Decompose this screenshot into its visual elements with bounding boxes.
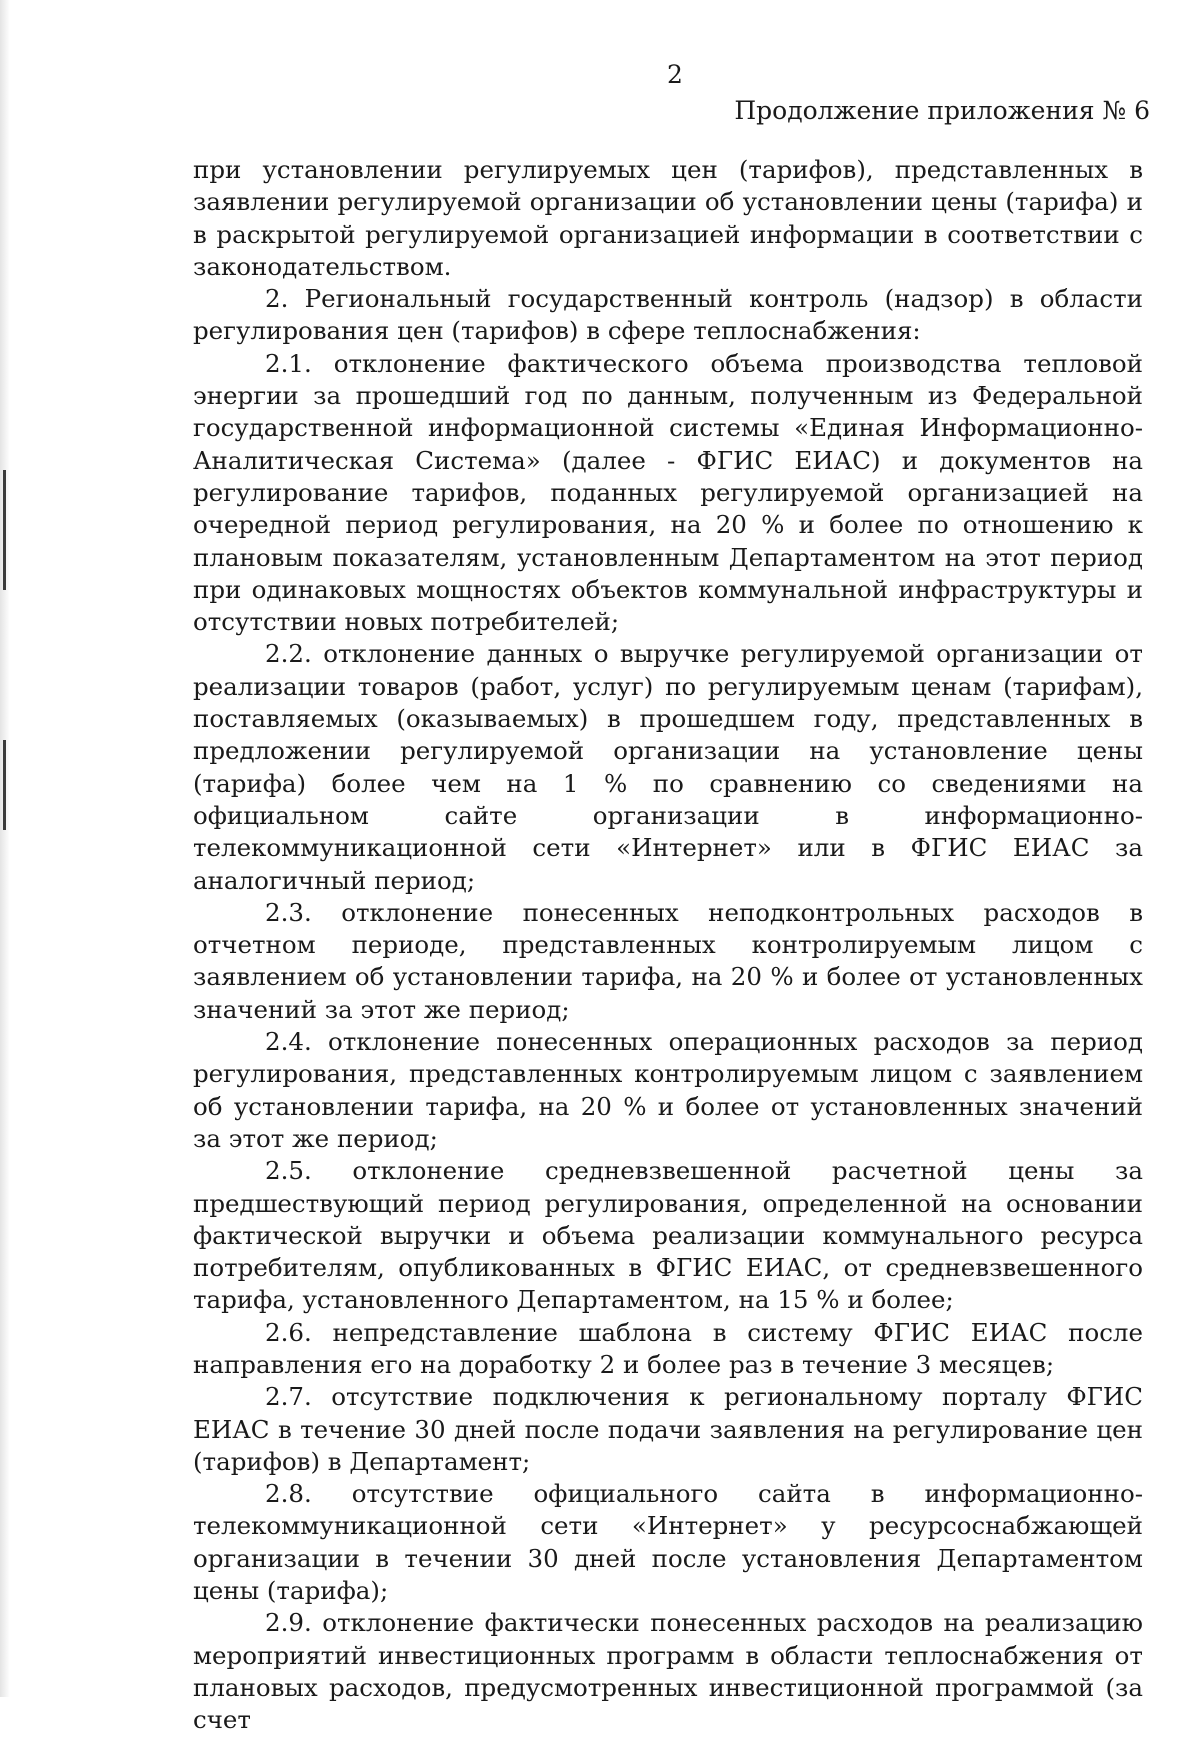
paragraph: 2.5. отклонение средневзвешенной расчетной цены за предшествующий период регулирования, определенной на основании фактической выручки и объема реализации коммунального ресурса потребителям, опубликованных в ФГИС ЕИАС, от средневзвешенного тарифа, установленного Департаментом, на 15 % и более; <box>193 1156 1143 1315</box>
paragraph: 2.1. отклонение фактического объема производства тепловой энергии за прошедший год по данным, полученным из Федеральной государственной информационной системы «Единая Информационно-Аналитическая Система» (далее - ФГИС ЕИАС) и документов на регулирование тарифов, поданных регулируемой организацией на очередной период регулирования, на 20 % и более по отношению к плановым показателям, установленным Департаментом на этот период при одинаковых мощностях объектов коммунальной инфраструктуры и отсутствии новых потребителей; <box>193 348 1143 637</box>
paragraph: 2.7. отсутствие подключения к региональному порталу ФГИС ЕИАС в течение 30 дней после подачи заявления на регулирование цен (тарифов) в Департамент; <box>193 1382 1143 1476</box>
paragraph: 2.4. отклонение понесенных операционных расходов за период регулирования, представленных контролируемым лицом с заявлением об установлении тарифа, на 20 % и более от установленных значений за этот же период; <box>193 1027 1143 1153</box>
page-number: 2 <box>667 60 683 89</box>
document-body <box>193 154 1143 1737</box>
paragraph: 2.2. отклонение данных о выручке регулируемой организации от реализации товаров (работ, услуг) по регулируемым ценам (тарифам), поставляемых (оказываемых) в прошедшем году, представленных в предложении регулируемой организации на установление цены (тарифа) более чем на 1 % по сравнению со сведениями на официальном сайте организации в информационно-телекоммуникационной сети «Интернет» или в ФГИС ЕИАС за аналогичный период; <box>193 639 1143 895</box>
paragraph: 2.9. отклонение фактически понесенных расходов на реализацию мероприятий инвестиционных программ в области теплоснабжения от плановых расходов, предусмотренных инвестиционной программой (за счет <box>193 1608 1143 1735</box>
appendix-continuation-note: Продолжение приложения № 6 <box>734 96 1150 125</box>
paragraph: 2.3. отклонение понесенных неподконтрольных расходов в отчетном периоде, представленных контролируемым лицом с заявлением об установлении тарифа, на 20 % и более от установленных значений за этот же период; <box>193 897 1143 1024</box>
paragraph: при установлении регулируемых цен (тарифов), представленных в заявлении регулируемой организации об установлении цены (тарифа) и в раскрытой регулируемой организацией информации в соответствии с законодательством. <box>193 155 1143 281</box>
paragraph: 2. Региональный государственный контроль (надзор) в области регулирования цен (тарифов) в сфере теплоснабжения: <box>193 284 1143 346</box>
scan-edge-mark <box>3 470 6 590</box>
scan-edge-mark <box>3 740 6 830</box>
paragraph: 2.8. отсутствие официального сайта в информационно-телекоммуникационной сети «Интернет» у ресурсоснабжающей организации в течении 30 дней после установления Департаментом цены (тарифа); <box>193 1479 1143 1606</box>
paragraph: 2.6. непредставление шаблона в систему ФГИС ЕИАС после направления его на доработку 2 и более раз в течение 3 месяцев; <box>193 1317 1143 1379</box>
scan-edge <box>0 0 10 1697</box>
